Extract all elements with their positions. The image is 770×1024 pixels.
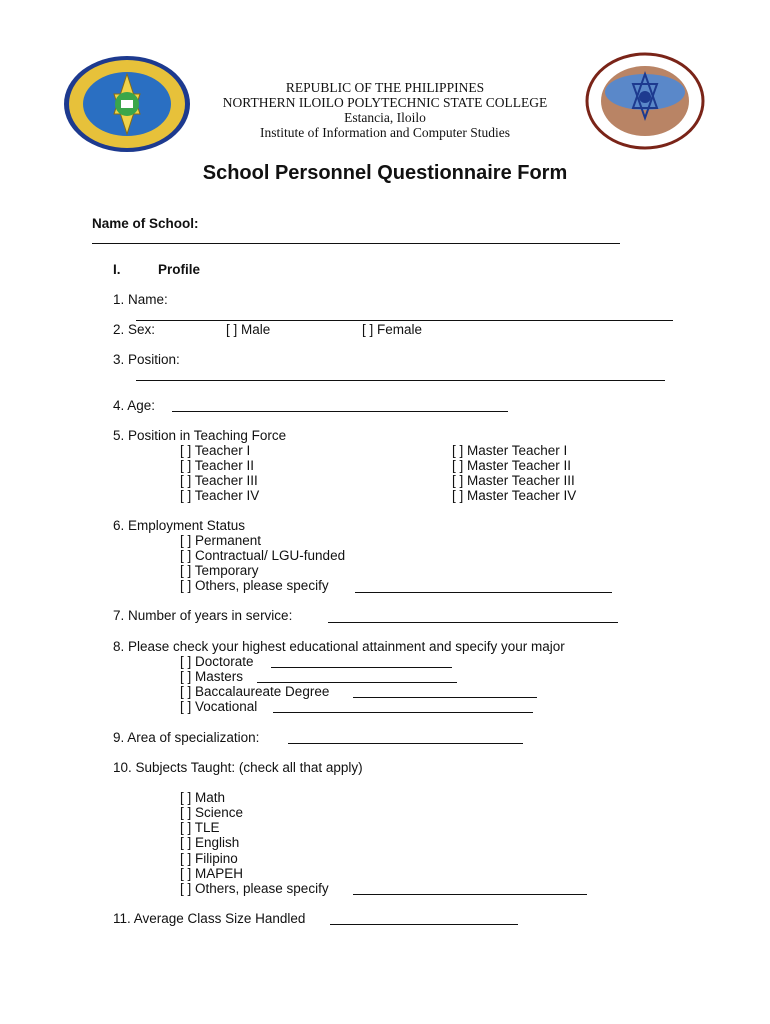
college-seal-logo — [62, 54, 192, 154]
page-title: School Personnel Questionnaire Form — [202, 162, 568, 184]
school-name-label: Name of School: — [92, 216, 199, 231]
q10-others-line[interactable] — [353, 894, 587, 895]
q5-option-teacher-2[interactable]: [ ] Teacher II — [180, 458, 255, 473]
q3-position-label: 3. Position: — [113, 352, 180, 367]
q10-option-others[interactable]: [ ] Others, please specify — [180, 881, 329, 896]
q2-option-male[interactable]: [ ] Male — [226, 322, 271, 337]
q10-option-tle[interactable]: [ ] TLE — [180, 820, 220, 835]
q8-option-masters[interactable]: [ ] Masters — [180, 669, 244, 684]
q2-option-female[interactable]: [ ] Female — [362, 322, 423, 337]
q5-option-master-teacher-4[interactable]: [ ] Master Teacher IV — [452, 488, 577, 503]
q8-option-vocational[interactable]: [ ] Vocational — [180, 699, 258, 714]
q8-doctorate-line[interactable] — [271, 667, 452, 668]
q2-sex-label: 2. Sex: — [113, 322, 156, 337]
q8-option-doctorate[interactable]: [ ] Doctorate — [180, 654, 254, 669]
q5-option-teacher-3[interactable]: [ ] Teacher III — [180, 473, 258, 488]
header-institute: Institute of Information and Computer Studies — [259, 125, 511, 140]
q5-label: 5. Position in Teaching Force — [113, 428, 287, 443]
q10-label: 10. Subjects Taught: (check all that apply) — [113, 760, 363, 775]
q10-option-mapeh[interactable]: [ ] MAPEH — [180, 866, 244, 881]
q6-others-line[interactable] — [355, 592, 612, 593]
school-name-line[interactable] — [92, 243, 620, 244]
q5-option-teacher-4[interactable]: [ ] Teacher IV — [180, 488, 260, 503]
q6-option-permanent[interactable]: [ ] Permanent — [180, 533, 262, 548]
q8-vocational-line[interactable] — [273, 712, 533, 713]
q4-age-line[interactable] — [172, 411, 508, 412]
q4-age-label: 4. Age: — [113, 398, 156, 413]
q8-option-baccalaureate[interactable]: [ ] Baccalaureate Degree — [180, 684, 330, 699]
q5-option-master-teacher-1[interactable]: [ ] Master Teacher I — [452, 443, 568, 458]
q10-option-filipino[interactable]: [ ] Filipino — [180, 851, 238, 866]
q10-option-english[interactable]: [ ] English — [180, 835, 240, 850]
q3-position-line[interactable] — [136, 380, 665, 381]
q1-name-line[interactable] — [136, 320, 673, 321]
q11-label: 11. Average Class Size Handled — [113, 911, 306, 926]
q10-option-science[interactable]: [ ] Science — [180, 805, 244, 820]
q9-label: 9. Area of specialization: — [113, 730, 260, 745]
q10-option-math[interactable]: [ ] Math — [180, 790, 226, 805]
section-title: Profile — [158, 262, 201, 277]
q5-option-master-teacher-2[interactable]: [ ] Master Teacher II — [452, 458, 572, 473]
header-location: Estancia, Iloilo — [344, 110, 426, 125]
q8-masters-line[interactable] — [257, 682, 457, 683]
q7-label: 7. Number of years in service: — [113, 608, 293, 623]
q8-baccalaureate-line[interactable] — [353, 697, 537, 698]
q11-line[interactable] — [330, 924, 518, 925]
q1-name-label: 1. Name: — [113, 292, 168, 307]
q9-line[interactable] — [288, 743, 523, 744]
q6-option-others[interactable]: [ ] Others, please specify — [180, 578, 329, 593]
institute-seal-logo — [585, 52, 705, 150]
q7-line[interactable] — [328, 622, 618, 623]
q6-option-temporary[interactable]: [ ] Temporary — [180, 563, 259, 578]
section-numeral: I. — [113, 262, 121, 277]
header-college: NORTHERN ILOILO POLYTECHNIC STATE COLLEGE — [222, 95, 548, 110]
q5-option-master-teacher-3[interactable]: [ ] Master Teacher III — [452, 473, 575, 488]
q5-option-teacher-1[interactable]: [ ] Teacher I — [180, 443, 251, 458]
header-republic: REPUBLIC OF THE PHILIPPINES — [285, 80, 485, 95]
q6-label: 6. Employment Status — [113, 518, 246, 533]
q8-label: 8. Please check your highest educational attainment and specify your major — [113, 639, 565, 654]
q6-option-contractual[interactable]: [ ] Contractual/ LGU-funded — [180, 548, 346, 563]
